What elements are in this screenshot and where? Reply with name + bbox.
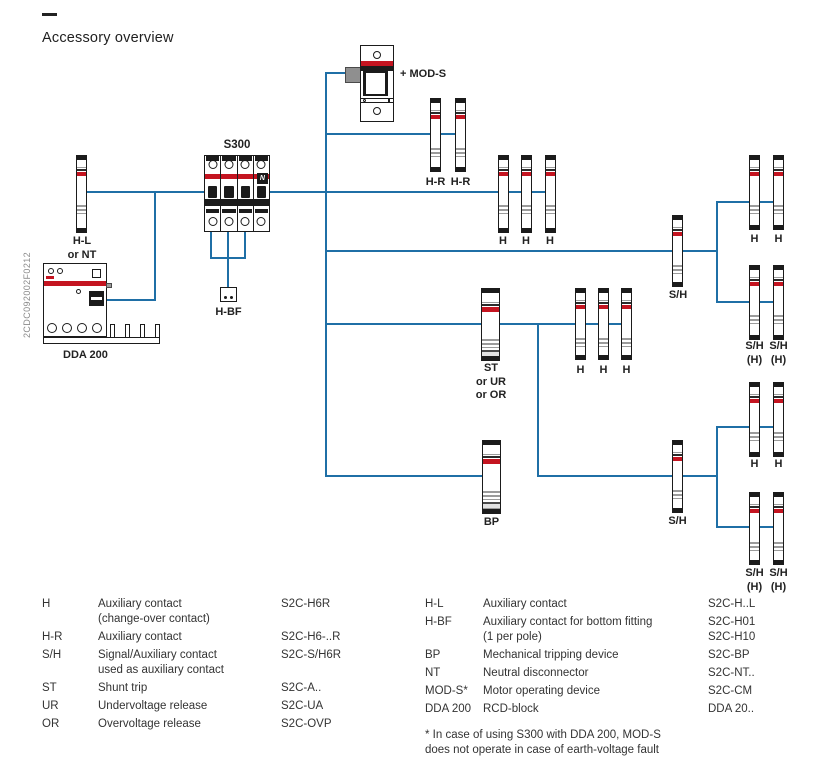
device-hr bbox=[430, 98, 441, 172]
device-label-hr: H-R bbox=[450, 176, 471, 188]
legend-term: MOD-S* bbox=[425, 685, 468, 697]
page-title: Accessory overview bbox=[42, 30, 174, 46]
wire-s300-drop-2 bbox=[227, 232, 229, 287]
device-label-sh-h bbox=[762, 567, 795, 594]
footnote-line1: * In case of using S300 with DDA 200, MOD-S bbox=[425, 729, 661, 741]
device-label-h: H bbox=[499, 235, 507, 247]
wire-mid-drop bbox=[537, 323, 539, 477]
legend-desc bbox=[98, 648, 281, 678]
legend-desc: Undervoltage release bbox=[98, 700, 208, 712]
legend-desc bbox=[483, 615, 708, 645]
device-sh-as-h bbox=[749, 265, 760, 340]
device-label-hbf: H-BF bbox=[215, 306, 242, 318]
device-label-h: H bbox=[750, 233, 759, 245]
device-label-h: H bbox=[522, 235, 530, 247]
device-label-h: H bbox=[622, 364, 631, 376]
device-label-h: H bbox=[576, 364, 585, 376]
device-h bbox=[575, 288, 586, 360]
wire-upper-sh-branch bbox=[326, 250, 718, 252]
legend-code bbox=[708, 615, 816, 645]
legend-desc-line: (change-over contact) bbox=[98, 613, 210, 625]
document-id: 2CDC092002F0212 bbox=[22, 251, 32, 338]
device-bp bbox=[482, 440, 501, 514]
device-sh-as-h bbox=[773, 265, 784, 340]
legend-desc: Mechanical tripping device bbox=[483, 649, 619, 661]
device-h bbox=[545, 155, 556, 233]
wire-bp-branch bbox=[326, 475, 484, 477]
device-label-bp: BP bbox=[483, 516, 500, 528]
label-h-paren-line: (H) bbox=[770, 353, 787, 366]
legend-desc: Neutral disconnector bbox=[483, 667, 589, 679]
device-h bbox=[598, 288, 609, 360]
label-st-line3: or OR bbox=[475, 389, 507, 401]
wire-s300-drop-1 bbox=[210, 232, 212, 259]
legend-term: UR bbox=[42, 700, 59, 712]
legend-row bbox=[42, 699, 404, 714]
legend-row bbox=[42, 597, 404, 627]
device-h bbox=[749, 155, 760, 230]
device-mods bbox=[360, 45, 394, 122]
legend-code: S2C-BP bbox=[708, 649, 750, 661]
device-st-ur-or bbox=[481, 288, 500, 361]
legend-right bbox=[425, 597, 816, 758]
device-h bbox=[773, 382, 784, 457]
legend-term: S/H bbox=[42, 649, 62, 661]
legend-desc-line: Signal/Auxiliary contact bbox=[98, 649, 217, 661]
wire-trunk bbox=[325, 72, 327, 477]
legend-desc bbox=[98, 597, 281, 627]
legend-desc: Auxiliary contact bbox=[98, 631, 182, 643]
device-dda200 bbox=[43, 263, 107, 337]
label-st-line2: or UR bbox=[476, 375, 506, 388]
device-label-sh: S/H bbox=[668, 289, 688, 301]
legend-row bbox=[425, 648, 816, 663]
wire-lower-sh-branch bbox=[538, 475, 718, 477]
mods-knob bbox=[345, 67, 361, 83]
wire-hr-branch bbox=[326, 133, 463, 135]
legend-row bbox=[425, 666, 816, 681]
legend-code: S2C-H..L bbox=[708, 598, 756, 610]
device-label-h: H bbox=[546, 235, 554, 247]
legend-row bbox=[42, 681, 404, 696]
device-label-h: H bbox=[774, 233, 783, 245]
legend-desc: RCD-block bbox=[483, 703, 539, 715]
legend-code: S2C-A.. bbox=[281, 682, 322, 694]
legend-code-line: S2C-H10 bbox=[708, 631, 756, 643]
label-hl-line2: or NT bbox=[67, 248, 97, 261]
neutral-pole-marker: N bbox=[257, 173, 268, 184]
wire-s300-drop-join bbox=[210, 257, 246, 259]
device-hr bbox=[455, 98, 466, 172]
legend-code: S2C-H6-..R bbox=[281, 631, 341, 643]
device-label-hl bbox=[66, 235, 98, 262]
device-label-s300: S300 bbox=[223, 139, 251, 151]
s300-neutral-pole bbox=[254, 156, 269, 231]
label-h-paren-line: (H) bbox=[770, 580, 787, 593]
legend-row bbox=[42, 648, 404, 678]
legend-row bbox=[42, 717, 404, 732]
device-label-hr: H-R bbox=[425, 176, 446, 188]
legend-term: ST bbox=[42, 682, 57, 694]
legend-desc: Auxiliary contact bbox=[483, 598, 567, 610]
legend-term: BP bbox=[425, 649, 441, 661]
device-h bbox=[621, 288, 632, 360]
legend-term: NT bbox=[425, 667, 441, 679]
device-s300 bbox=[204, 155, 270, 232]
dda200-base-plate bbox=[43, 337, 160, 344]
device-label-sh-h bbox=[762, 340, 795, 367]
legend-code: S2C-UA bbox=[281, 700, 324, 712]
legend-code: S2C-OVP bbox=[281, 718, 332, 730]
device-label-sh: S/H bbox=[668, 515, 687, 527]
device-label-h: H bbox=[750, 458, 759, 470]
device-sh bbox=[672, 440, 683, 513]
footnote-line2: does not operate in case of earth-voltage fault bbox=[425, 744, 659, 756]
legend-row bbox=[425, 684, 816, 699]
device-label-h: H bbox=[599, 364, 608, 376]
legend-desc: Motor operating device bbox=[483, 685, 600, 697]
legend-row bbox=[425, 597, 816, 612]
label-sh-line: S/H bbox=[769, 567, 788, 579]
legend-left bbox=[42, 597, 404, 735]
legend-term: H-L bbox=[425, 598, 444, 610]
device-h bbox=[773, 155, 784, 230]
device-sh bbox=[672, 215, 683, 287]
label-sh-line: S/H bbox=[745, 567, 764, 579]
device-h bbox=[498, 155, 509, 233]
label-st-line1: ST bbox=[483, 362, 499, 374]
device-h bbox=[749, 382, 760, 457]
title-dash bbox=[42, 13, 57, 16]
label-sh-line: S/H bbox=[745, 340, 764, 352]
legend-term: H bbox=[42, 598, 51, 610]
label-h-paren-line: (H) bbox=[746, 580, 763, 593]
label-hl-line1: H-L bbox=[72, 235, 92, 247]
dda200-pin bbox=[110, 324, 115, 338]
legend-desc-line: used as auxiliary contact bbox=[98, 664, 224, 676]
legend-term: OR bbox=[42, 718, 60, 730]
legend-code: S2C-S/H6R bbox=[281, 649, 342, 661]
wire-lower-junction bbox=[716, 426, 718, 528]
legend-term: H-R bbox=[42, 631, 63, 643]
legend-desc: Overvoltage release bbox=[98, 718, 201, 730]
label-h-paren-line: (H) bbox=[746, 353, 763, 366]
legend-term: DDA 200 bbox=[425, 703, 472, 715]
wire-dda-riser bbox=[154, 191, 156, 301]
wire-dda-link bbox=[103, 299, 156, 301]
device-h bbox=[521, 155, 532, 233]
legend-desc-line: Auxiliary contact bbox=[98, 598, 182, 610]
legend-footnote bbox=[425, 728, 816, 758]
legend-desc-line: (1 per pole) bbox=[483, 631, 542, 643]
device-label-dda200: DDA 200 bbox=[63, 349, 108, 361]
wire-mods-branch bbox=[326, 72, 347, 74]
legend-row bbox=[42, 630, 404, 645]
legend-code: S2C-H6R bbox=[281, 598, 331, 610]
legend-row bbox=[425, 615, 816, 645]
device-hl bbox=[76, 155, 87, 233]
legend-desc-line: Auxiliary contact for bottom fitting bbox=[483, 616, 653, 628]
legend-desc: Shunt trip bbox=[98, 682, 148, 694]
device-label-st bbox=[470, 362, 512, 403]
device-sh-as-h bbox=[773, 492, 784, 565]
wire-s300-drop-3 bbox=[244, 232, 246, 259]
device-hbf bbox=[220, 287, 237, 302]
wire-upper-junction bbox=[716, 201, 718, 303]
dda200-pin bbox=[125, 324, 130, 338]
device-label-mods: + MOD-S bbox=[400, 68, 447, 80]
device-sh-as-h bbox=[749, 492, 760, 565]
legend-code: S2C-CM bbox=[708, 685, 753, 697]
legend-term: H-BF bbox=[425, 616, 452, 628]
dda200-pin bbox=[140, 324, 145, 338]
device-label-h: H bbox=[774, 458, 783, 470]
dda200-pin bbox=[155, 324, 160, 338]
legend-code: S2C-NT.. bbox=[708, 667, 755, 679]
legend-code: DDA 20.. bbox=[708, 703, 755, 715]
legend-row bbox=[425, 702, 816, 717]
label-sh-line: S/H bbox=[769, 340, 788, 352]
legend-code-line: S2C-H01 bbox=[708, 616, 756, 628]
